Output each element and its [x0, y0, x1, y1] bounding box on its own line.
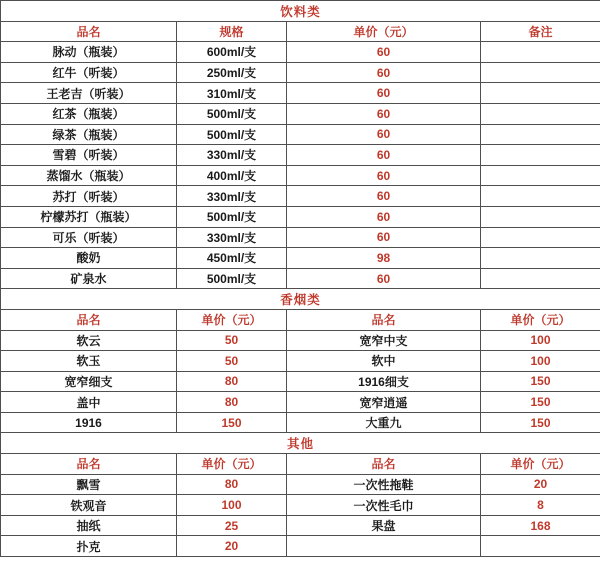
price-cell: 50 — [177, 330, 287, 351]
price-cell: 60 — [287, 42, 481, 63]
spec-cell: 500ml/支 — [177, 268, 287, 289]
name-cell: 矿泉水 — [1, 268, 177, 289]
data-row — [1, 351, 600, 372]
name-cell: 可乐（听装） — [1, 227, 177, 248]
remark-cell — [481, 186, 600, 207]
data-row — [1, 206, 600, 227]
column-header: 规格 — [177, 21, 287, 42]
spec-cell: 600ml/支 — [177, 42, 287, 63]
name-cell: 红茶（瓶装） — [1, 103, 177, 124]
price-cell: 60 — [287, 268, 481, 289]
name-cell: 软云 — [1, 330, 177, 351]
remark-cell — [481, 83, 600, 104]
column-header: 品名 — [1, 454, 177, 475]
data-row — [1, 165, 600, 186]
data-row — [1, 145, 600, 166]
data-row — [1, 536, 600, 557]
price-cell: 60 — [287, 145, 481, 166]
column-header-row — [1, 309, 600, 330]
name-cell: 软玉 — [1, 351, 177, 372]
price-cell: 150 — [177, 412, 287, 433]
section-title: 其他 — [1, 433, 600, 454]
price-cell: 60 — [287, 165, 481, 186]
data-row — [1, 62, 600, 83]
data-row — [1, 103, 600, 124]
price-cell: 60 — [287, 62, 481, 83]
name-cell: 软中 — [287, 351, 481, 372]
price-cell: 150 — [481, 412, 600, 433]
data-row — [1, 248, 600, 269]
name-cell: 扑克 — [1, 536, 177, 557]
name-cell: 苏打（听装） — [1, 186, 177, 207]
data-row — [1, 186, 600, 207]
data-row — [1, 515, 600, 536]
column-header: 单价（元） — [287, 21, 481, 42]
remark-cell — [481, 145, 600, 166]
price-cell: 60 — [287, 206, 481, 227]
name-cell: 一次性毛巾 — [287, 495, 481, 516]
name-cell: 大重九 — [287, 412, 481, 433]
price-cell — [481, 536, 600, 557]
name-cell: 盖中 — [1, 392, 177, 413]
price-cell: 60 — [287, 124, 481, 145]
spec-cell: 250ml/支 — [177, 62, 287, 83]
section-title-row — [1, 1, 600, 22]
column-header: 单价（元） — [177, 454, 287, 475]
price-cell: 80 — [177, 474, 287, 495]
price-cell: 60 — [287, 186, 481, 207]
price-cell: 100 — [177, 495, 287, 516]
data-row — [1, 83, 600, 104]
spec-cell: 400ml/支 — [177, 165, 287, 186]
name-cell: 宽窄逍遥 — [287, 392, 481, 413]
spec-cell: 310ml/支 — [177, 83, 287, 104]
column-header: 备注 — [481, 21, 600, 42]
remark-cell — [481, 268, 600, 289]
name-cell — [287, 536, 481, 557]
name-cell: 果盘 — [287, 515, 481, 536]
name-cell: 1916 — [1, 412, 177, 433]
column-header: 品名 — [1, 309, 177, 330]
section-title-row — [1, 433, 600, 454]
spec-cell: 450ml/支 — [177, 248, 287, 269]
price-cell: 20 — [177, 536, 287, 557]
price-cell: 25 — [177, 515, 287, 536]
name-cell: 宽窄中支 — [287, 330, 481, 351]
name-cell: 脉动（瓶装） — [1, 42, 177, 63]
name-cell: 酸奶 — [1, 248, 177, 269]
price-cell: 60 — [287, 103, 481, 124]
price-cell: 80 — [177, 392, 287, 413]
data-row — [1, 495, 600, 516]
spec-cell: 500ml/支 — [177, 206, 287, 227]
name-cell: 铁观音 — [1, 495, 177, 516]
spec-cell: 500ml/支 — [177, 103, 287, 124]
column-header: 品名 — [287, 309, 481, 330]
data-row — [1, 474, 600, 495]
price-table-body — [1, 1, 600, 557]
remark-cell — [481, 248, 600, 269]
price-cell: 80 — [177, 371, 287, 392]
price-cell: 100 — [481, 330, 600, 351]
name-cell: 红牛（听装） — [1, 62, 177, 83]
price-cell: 20 — [481, 474, 600, 495]
spec-cell: 330ml/支 — [177, 145, 287, 166]
column-header: 单价（元） — [481, 454, 600, 475]
data-row — [1, 412, 600, 433]
remark-cell — [481, 165, 600, 186]
section-title-row — [1, 289, 600, 310]
name-cell: 蒸馏水（瓶装） — [1, 165, 177, 186]
name-cell: 绿茶（瓶装） — [1, 124, 177, 145]
remark-cell — [481, 42, 600, 63]
remark-cell — [481, 62, 600, 83]
column-header: 品名 — [1, 21, 177, 42]
spec-cell: 330ml/支 — [177, 186, 287, 207]
spec-cell: 330ml/支 — [177, 227, 287, 248]
data-row — [1, 124, 600, 145]
data-row — [1, 392, 600, 413]
remark-cell — [481, 103, 600, 124]
name-cell: 1916细支 — [287, 371, 481, 392]
price-cell: 60 — [287, 227, 481, 248]
price-cell: 60 — [287, 83, 481, 104]
name-cell: 雪碧（听装） — [1, 145, 177, 166]
column-header-row — [1, 454, 600, 475]
name-cell: 王老吉（听装） — [1, 83, 177, 104]
price-cell: 8 — [481, 495, 600, 516]
column-header-row — [1, 21, 600, 42]
name-cell: 飘雪 — [1, 474, 177, 495]
column-header: 品名 — [287, 454, 481, 475]
remark-cell — [481, 206, 600, 227]
name-cell: 抽纸 — [1, 515, 177, 536]
price-cell: 150 — [481, 392, 600, 413]
price-cell: 168 — [481, 515, 600, 536]
column-header: 单价（元） — [481, 309, 600, 330]
data-row — [1, 371, 600, 392]
column-header: 单价（元） — [177, 309, 287, 330]
section-title: 香烟类 — [1, 289, 600, 310]
name-cell: 宽窄细支 — [1, 371, 177, 392]
data-row — [1, 42, 600, 63]
spec-cell: 500ml/支 — [177, 124, 287, 145]
data-row — [1, 268, 600, 289]
remark-cell — [481, 124, 600, 145]
remark-cell — [481, 227, 600, 248]
name-cell: 一次性拖鞋 — [287, 474, 481, 495]
price-cell: 98 — [287, 248, 481, 269]
price-cell: 100 — [481, 351, 600, 372]
data-row — [1, 227, 600, 248]
data-row — [1, 330, 600, 351]
section-title: 饮料类 — [1, 1, 600, 22]
price-cell: 50 — [177, 351, 287, 372]
price-cell: 150 — [481, 371, 600, 392]
name-cell: 柠檬苏打（瓶装） — [1, 206, 177, 227]
